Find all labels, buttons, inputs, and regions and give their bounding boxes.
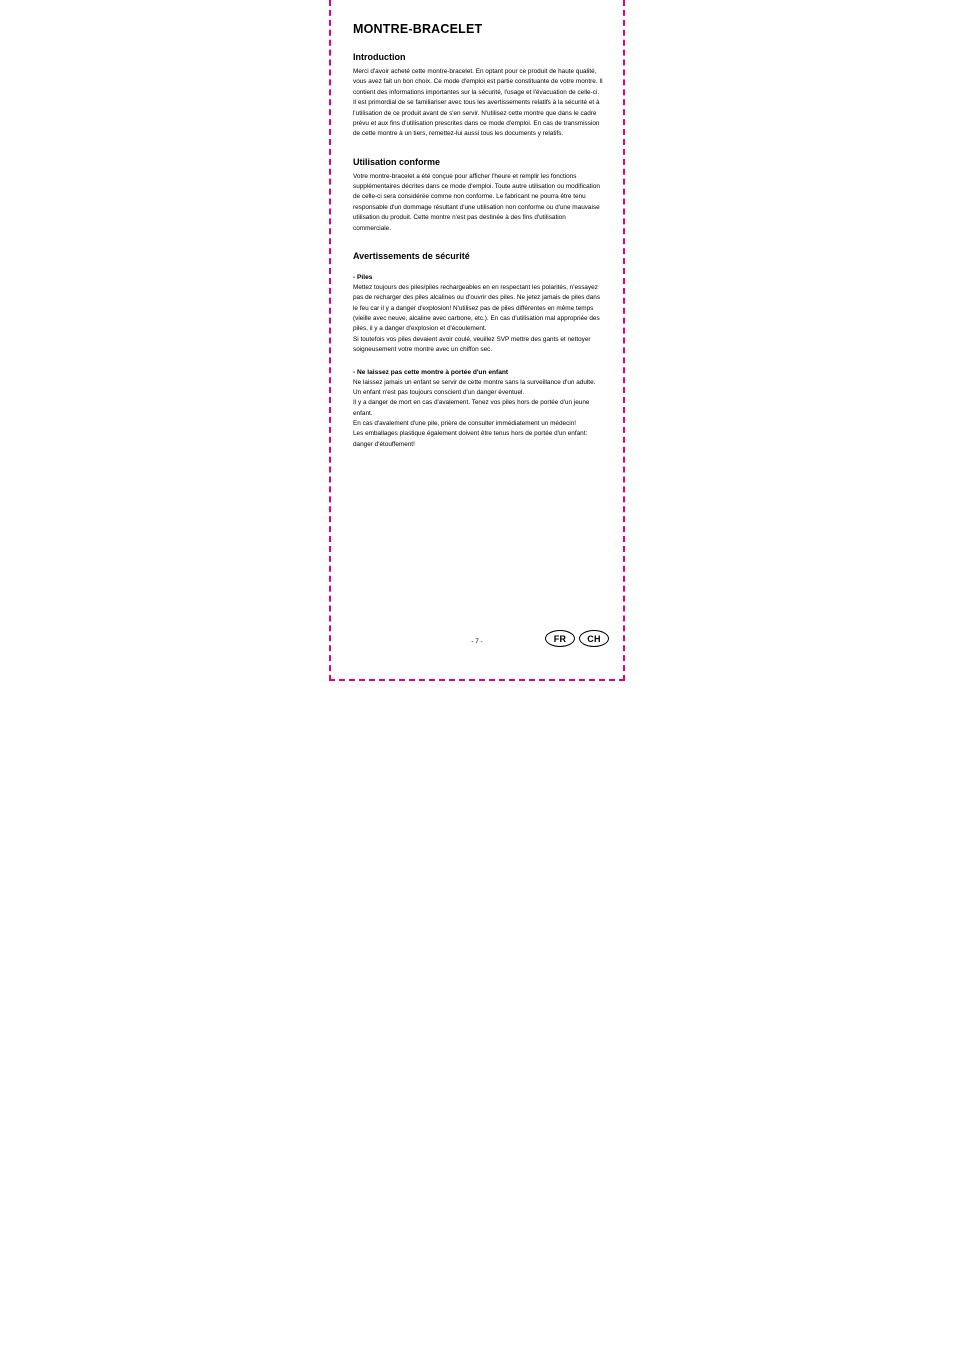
- subsection-paragraph: En cas d'avalement d'une pile, prière de consulter immédiatement un médecin!: [353, 420, 577, 427]
- section-paragraph: Merci d'avoir acheté cette montre-bracelet. En optant pour ce produit de haute qualité, vous avez fait un bon choix. Ce mode d'emploi est partie constituante de votre montre. Il contient des informations importantes sur la sécurité, l'usage et l'évacuation de celle-ci. Il est primordial de se familiariser avec tous les avertissements relatifs à la sécurité et à l'utilisation de ce produit avant de s'en servir. N'utilisez cette montre que dans le cadre prévu et aux fins d'utilisation prescrites dans ce mode d'emploi. En cas de transmission de cette montre à un tiers, remettez-lui aussi tous les documents y relatifs.: [353, 68, 603, 138]
- manual-page: [329, 0, 625, 681]
- language-badges: [545, 630, 609, 647]
- section-paragraph: Votre montre-bracelet a été conçue pour afficher l'heure et remplir les fonctions supplémentaires décrites dans ce mode d'emploi. Toute autre utilisation ou modification de celle-ci sera considérée comme non conforme. Le fabricant ne pourra être tenu responsable d'un dommage résultant d'une utilisation non conforme ou d'une mauvaise utilisation du produit. Cette montre n'est pas destinée à des fins d'utilisation commerciale.: [353, 172, 600, 232]
- subsection-paragraph: Ne laissez jamais un enfant se servir de cette montre sans la surveillance d'un adulte.: [353, 378, 596, 386]
- language-badge-fr: FR: [545, 630, 575, 647]
- subsection-paragraph: Mettez toujours des piles/piles rechargeables en en respectant les polarités, n'essayez pas de recharger des piles alcalines ou d'ouvrir des piles. Ne jetez jamais de piles dans le feu car il y a danger d'explosion! N'utilisez pas de piles différentes en même temps (vieille avec neuve, alcaline avec carbone, etc.). En cas d'utilisation mal appropriée des piles, il y a danger d'explosion et d'écoulement.: [353, 283, 601, 333]
- subsection-heading-enfant: - Ne laissez pas cette montre à portée d'un enfant: [353, 368, 509, 376]
- subsection-heading-piles: - Piles: [353, 273, 373, 281]
- section-heading-utilisation-conforme: Utilisation conforme: [353, 156, 441, 167]
- section-heading-avertissements-de-securite: Avertissements de sécurité: [353, 250, 470, 261]
- subsection-paragraph: Un enfant n'est pas toujours conscient d'un danger éventuel.: [353, 388, 525, 396]
- language-badge-ch: CH: [579, 630, 609, 647]
- page-title: MONTRE-BRACELET: [353, 22, 483, 36]
- page-content: [353, 22, 603, 450]
- subsection-paragraph: Il y a danger de mort en cas d'avalement. Tenez vos piles hors de portée d'un jeune enfant.: [353, 399, 590, 417]
- section-heading-introduction: Introduction: [353, 52, 406, 62]
- page-number: - 7 -: [471, 638, 483, 645]
- subsection-paragraph: Si toutefois vos piles devaient avoir coulé, veuillez SVP mettre des gants et nettoyer soigneusement votre montre avec un chiffon sec.: [353, 335, 591, 354]
- subsection-paragraph: Les emballages plastique également doivent être tenus hors de portée d'un enfant: danger d'étouffement!: [353, 430, 588, 448]
